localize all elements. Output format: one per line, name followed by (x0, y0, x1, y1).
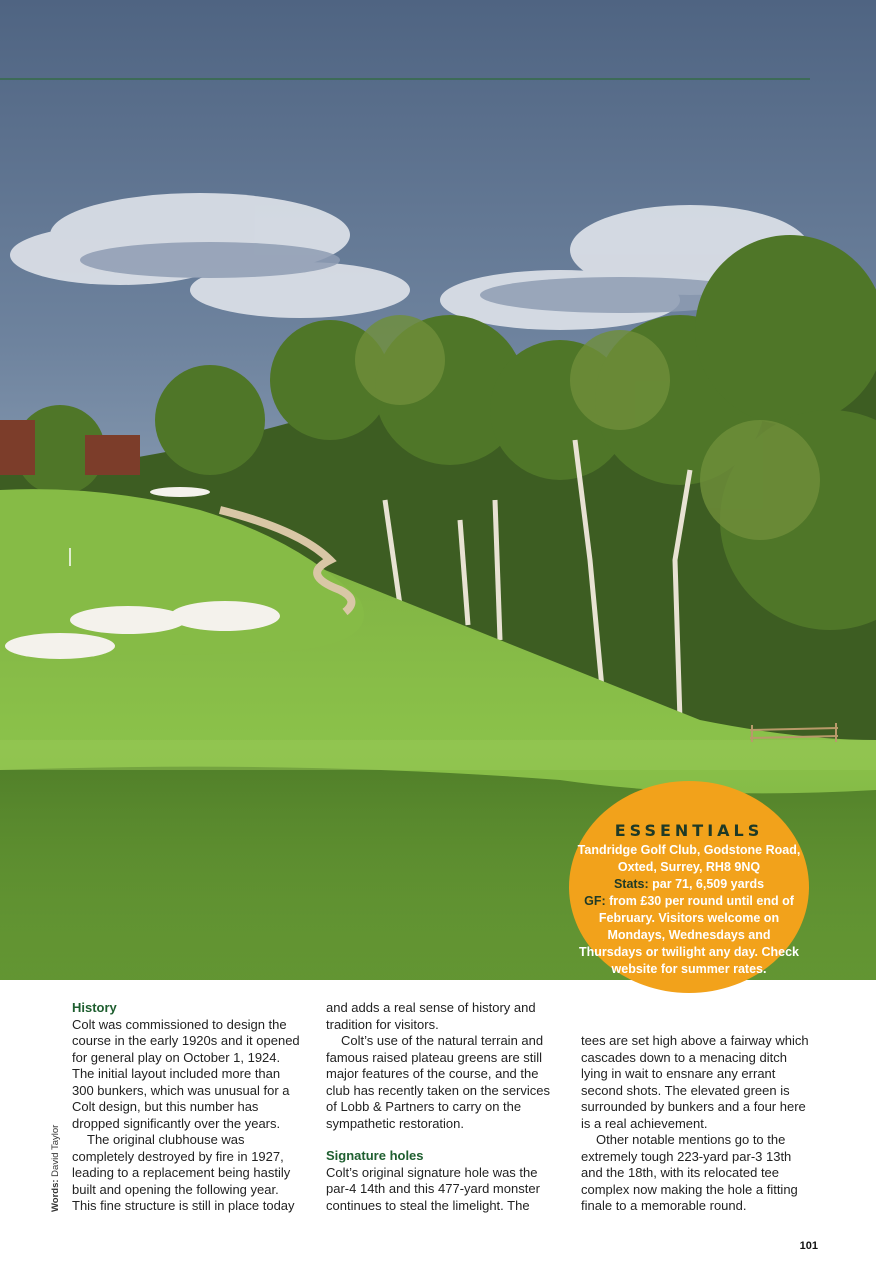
gf-value: from £30 per round until end of February. Visitors welcome on Mondays, Wednesdays and Thursdays or twilight any day. Check website for summer rates. (579, 894, 799, 976)
essentials-green-fees (575, 893, 803, 978)
history-paragraph-1: Colt was commissioned to design the course in the early 1920s and it opened for general play on October 1, 1924. The initial layout included more than 300 bunkers, which was unusual for a Colt design, but this number has dropped significantly over the years. (72, 1016, 300, 1131)
history-paragraph-2: The original clubhouse was completely destroyed by fire in 1927, leading to a replacement being hastily built and opening the following year. This fine structure is still in place today (72, 1132, 295, 1213)
essentials-panel (569, 781, 809, 993)
signature-holes-heading: Signature holes (326, 1148, 424, 1163)
gf-label: GF: (584, 894, 606, 908)
history-paragraph-3: Colt’s use of the natural terrain and famous raised plateau greens are still major features of the course, and the club has recently taken on the services of Lobb & Partners to carry on the sympathetic restoration. (326, 1033, 551, 1131)
article-column-1 (72, 1000, 304, 1215)
stats-value: par 71, 6,509 yards (652, 877, 765, 891)
article-column-2 (326, 1000, 558, 1214)
signature-paragraph-1-continued: tees are set high above a fairway which cascades down to a menacing ditch lying in wait to ensnare any errant second shots. The elevated green is surrounded by bunkers and a four here is a real achievement. (581, 1033, 809, 1131)
credit-name: David Taylor (50, 1124, 61, 1177)
credit-label: Words: (50, 1179, 61, 1212)
signature-paragraph-2: Other notable mentions go to the extremely tough 223-yard par-3 13th and the 18th, with its relocated tee complex now making the hole a fitting finale to a memorable round. (581, 1132, 798, 1213)
page-number: 101 (799, 1240, 818, 1252)
stats-label: Stats: (613, 877, 649, 891)
photo-credit (50, 1102, 64, 1212)
article-column-3 (581, 1033, 813, 1215)
essentials-address: Tandridge Golf Club, Godstone Road, Oxted, Surrey, RH8 9NQ (577, 843, 801, 874)
history-paragraph-2-continued: and adds a real sense of history and tradition for visitors. (326, 1000, 536, 1032)
history-heading: History (72, 1000, 117, 1015)
essentials-body (569, 842, 809, 978)
essentials-stats (575, 876, 803, 893)
essentials-title: ESSENTIALS (614, 821, 764, 840)
signature-paragraph-1: Colt’s original signature hole was the par-4 14th and this 477-yard monster continues to steal the limelight. The (326, 1164, 540, 1213)
